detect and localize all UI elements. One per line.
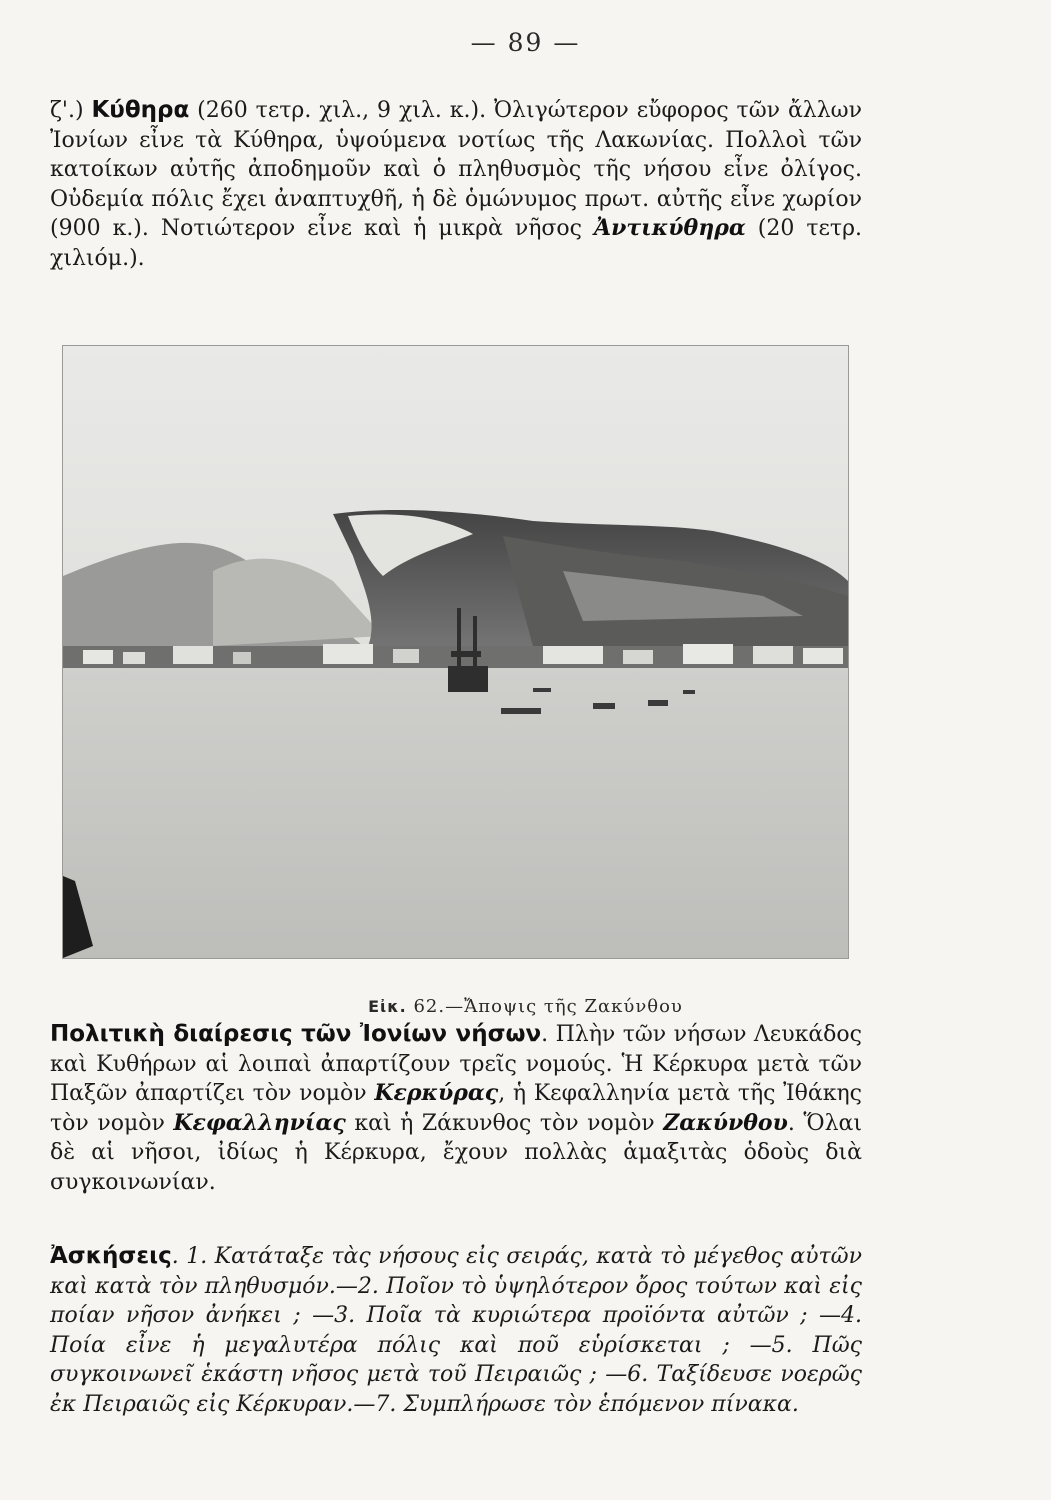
caption-label: Εἰκ.	[368, 997, 407, 1016]
paragraph-politiki	[50, 1020, 862, 1197]
figure-caption	[0, 996, 1051, 1017]
paragraph-text: (20 τετρ. χιλιόμ.).	[50, 216, 862, 271]
page-number: — 89 —	[470, 28, 581, 57]
paragraph-askiseis	[50, 1242, 862, 1419]
term-zakynthou: Ζακύνθου	[663, 1109, 788, 1136]
caption-text: 62.—Ἄποψις τῆς Ζακύνθου	[406, 996, 683, 1017]
term-kerkyras: Κερκύρας	[374, 1080, 499, 1106]
paragraph-text: καὶ ἡ Ζάκυνθος τὸν νομὸν	[345, 1110, 664, 1136]
exercises-text: . 1. Κατάταξε τὰς νήσους εἰς σειράς, κατὰ τὸ μέγεθος αὐτῶν καὶ κατὰ τὸν πληθυσμόν.—2. Ποῖον τὸ ὑψηλότερον ὄρος τούτων καὶ εἰς ποίαν νῆσον ἀνήκει ; —3. Ποῖα τὰ κυριώτερα προϊόντα αὐτῶν ; —4. Ποία εἶνε ἡ μεγαλυτέρα πόλις καὶ ποῦ εὑρίσκεται ; —5. Πῶς συγκοινωνεῖ ἑκάστη νῆσος μετὰ τοῦ Πειραιῶς ; —6. Ταξίδευσε νοερῶς ἐκ Πειραιῶς εἰς Κέρκυραν.—7. Συμπλήρωσε τὸν ἑπόμενον πίνακα.	[50, 1244, 862, 1417]
paragraph-text: , ἡ Κεφαλληνία μετὰ τῆς Ἰθάκης τὸν νομὸν	[50, 1081, 862, 1136]
paragraph-kythera	[50, 96, 862, 273]
paragraph-text: . Πλὴν τῶν νήσων Λευκάδος καὶ Κυθήρων αἱ λοιπαὶ ἀπαρτίζουν τρεῖς νομούς. Ἡ Κέρκυρα μετὰ τῶν Παξῶν ἀπαρτίζει τὸν νομὸν	[50, 1022, 862, 1106]
section-marker: ζ'.)	[50, 98, 92, 123]
term-antikythera: Ἀντικύθηρα	[594, 215, 746, 241]
section-title-politiki: Πολιτικὴ διαίρεσις τῶν Ἰονίων νήσων	[50, 1021, 542, 1047]
paragraph-text: . Ὅλαι δὲ αἱ νῆσοι, ἰδίως ἡ Κέρκυρα, ἔχουν πολλὰς ἁμαξιτὰς ὁδοὺς διὰ συγκοινωνίαν.	[50, 1110, 863, 1195]
section-title-askiseis: Ἀσκήσεις	[50, 1243, 172, 1269]
paragraph-text: (260 τετρ. χιλ., 9 χιλ. κ.). Ὀλιγώτερον εὔφορος τῶν ἄλλων Ἰονίων εἶνε τὰ Κύθηρα, ὑψούμενα νοτίως τῆς Λακωνίας. Πολλοὶ τῶν κατοίκων αὐτῆς ἀποδημοῦν καὶ ὁ πληθυσμὸς τῆς νήσου εἶνε ὀλίγος. Οὐδεμία πόλις ἔχει ἀναπτυχθῆ, ἡ δὲ ὁμώνυμος πρωτ. αὐτῆς εἶνε χωρίον (900 κ.). Νοτιώτερον εἶνε καὶ ἡ μικρὰ νῆσος	[50, 98, 863, 241]
section-title-kythera: Κύθηρα	[91, 97, 190, 123]
photo-zakynthos-view	[62, 345, 849, 959]
term-kefallinias: Κεφαλληνίας	[173, 1109, 346, 1136]
